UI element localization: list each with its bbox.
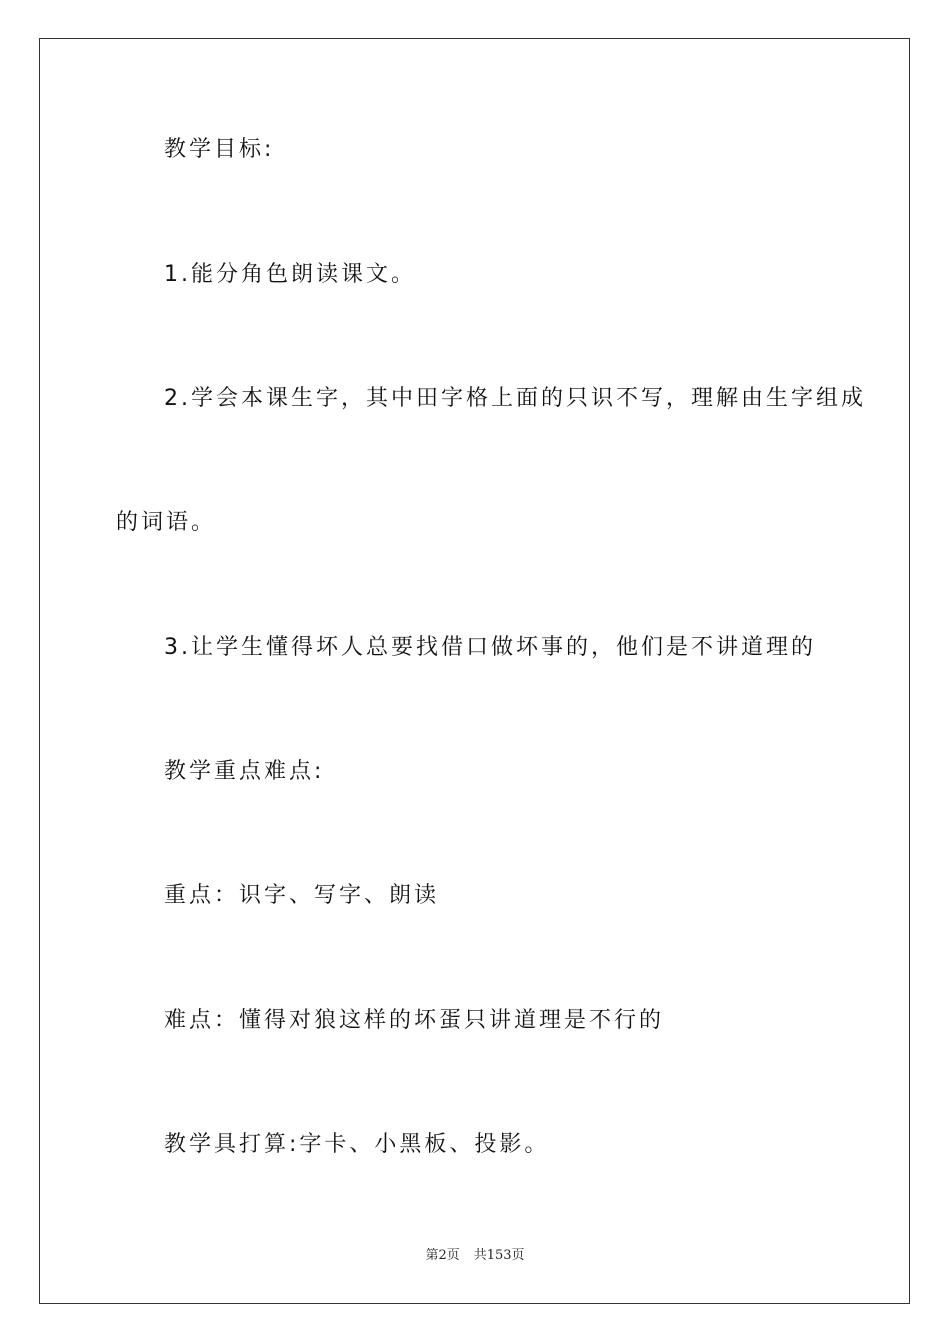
teaching-goals-heading: 教学目标: — [164, 137, 275, 162]
key-points-line: 重点：识字、写字、朗读 — [164, 883, 440, 908]
goal-item-3: 3.让学生懂得坏人总要找借口做坏事的，他们是不讲道理的 — [164, 635, 816, 660]
key-difficulty-heading: 教学重点难点: — [164, 759, 325, 784]
goal-item-2: 2.学会本课生字，其中田字格上面的只识不写，理解由生字组成 — [164, 386, 866, 411]
teaching-aids-line: 教学具打算:字卡、小黑板、投影。 — [164, 1132, 550, 1157]
page-border — [39, 38, 910, 1304]
goal-item-1: 1.能分角色朗读课文。 — [164, 262, 416, 287]
current-page-number: 第2页 — [425, 1248, 460, 1263]
total-page-count: 共153页 — [473, 1248, 525, 1263]
goal-item-2-continuation: 的词语。 — [116, 510, 217, 535]
page-footer — [0, 1247, 950, 1265]
difficulty-line: 难点：懂得对狼这样的坏蛋只讲道理是不行的 — [164, 1008, 665, 1033]
